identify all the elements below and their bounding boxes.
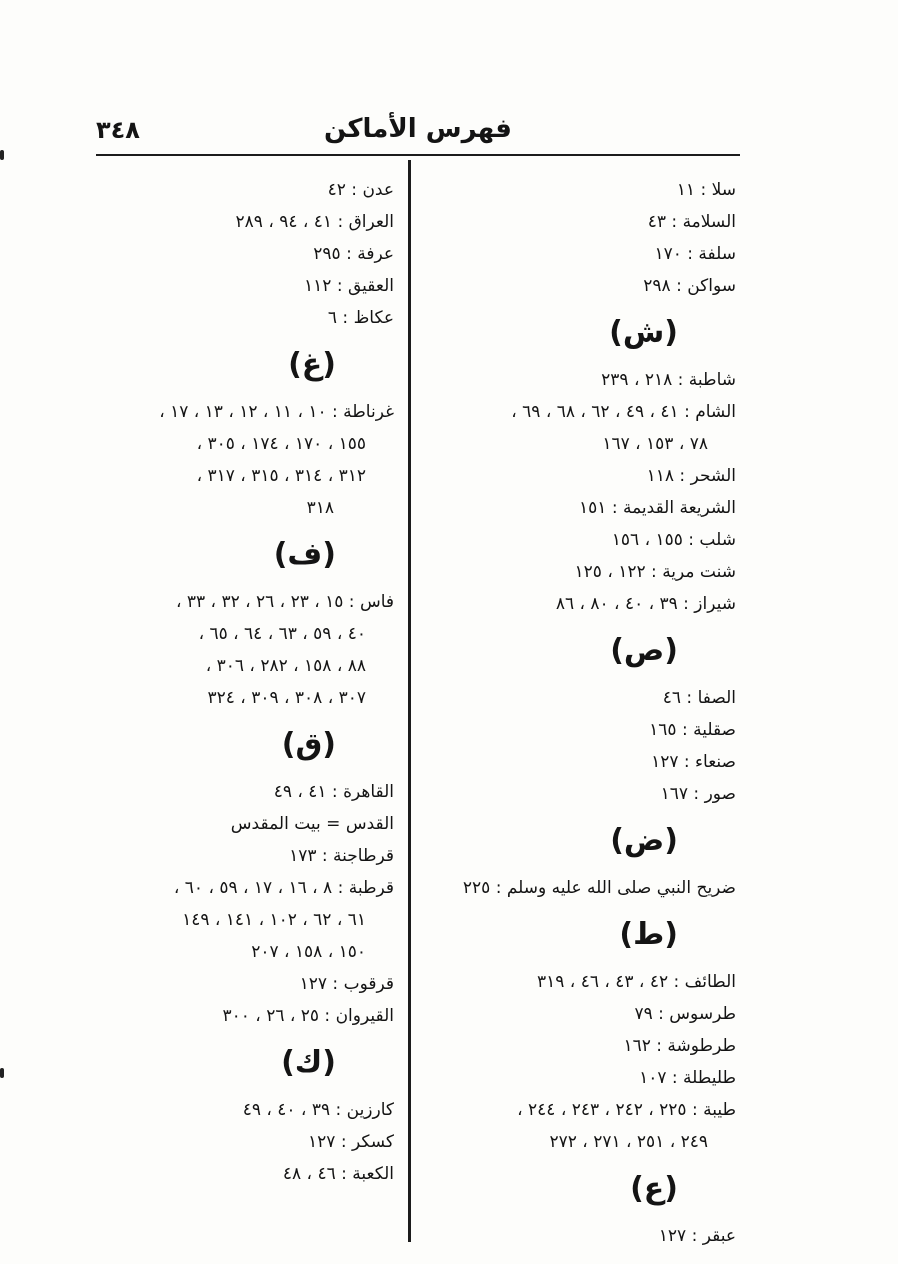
- index-entry: القاهرة : ٤١ ، ٤٩: [273, 782, 394, 802]
- index-entry: القيروان : ٢٥ ، ٢٦ ، ٣٠٠: [222, 1006, 394, 1026]
- header-rule: [96, 154, 740, 156]
- index-entry: عبقر : ١٢٧: [658, 1226, 736, 1246]
- index-entry: الشريعة القديمة : ١٥١: [579, 498, 736, 518]
- column-divider: [408, 160, 411, 1242]
- section-letter-heading: (ص): [610, 633, 678, 668]
- index-entry: قرقوب : ١٢٧: [299, 974, 394, 994]
- index-entry: صنعاء : ١٢٧: [651, 752, 736, 772]
- index-entry: غرناطة : ١٠ ، ١١ ، ١٢ ، ١٣ ، ١٧ ،: [159, 402, 394, 422]
- index-entry-continuation: ٣٠٧ ، ٣٠٨ ، ٣٠٩ ، ٣٢٤: [207, 688, 366, 708]
- scan-mark: [0, 1068, 4, 1078]
- index-entry: سلفة : ١٧٠: [654, 244, 736, 264]
- index-entry-continuation: ٢٤٩ ، ٢٥١ ، ٢٧١ ، ٢٧٢: [549, 1132, 708, 1152]
- index-entry: شلب : ١٥٥ ، ١٥٦: [611, 530, 736, 550]
- page-header: [96, 112, 740, 152]
- index-entry: فاس : ١٥ ، ٢٣ ، ٢٦ ، ٣٢ ، ٣٣ ،: [176, 592, 394, 612]
- section-letter-heading: (ش): [609, 315, 678, 350]
- index-entry: كسكر : ١٢٧: [308, 1132, 394, 1152]
- index-entry: الشحر : ١١٨: [646, 466, 736, 486]
- index-entry: عرفة : ٢٩٥: [313, 244, 394, 264]
- section-letter-heading: (ق): [281, 727, 336, 762]
- left-column: [84, 174, 394, 1190]
- section-letter-heading: (ط): [619, 917, 678, 952]
- index-entry: العراق : ٤١ ، ٩٤ ، ٢٨٩: [235, 212, 394, 232]
- page-title: فهرس الأماكن: [324, 114, 512, 144]
- index-entry: طيبة : ٢٢٥ ، ٢٤٢ ، ٢٤٣ ، ٢٤٤ ،: [517, 1100, 736, 1120]
- page-number: ٣٤٨: [96, 116, 140, 144]
- index-entry: صور : ١٦٧: [660, 784, 736, 804]
- index-entry-continuation: ١٥٠ ، ١٥٨ ، ٢٠٧: [251, 942, 366, 962]
- index-entry: الكعبة : ٤٦ ، ٤٨: [282, 1164, 394, 1184]
- index-entry: قرطاجنة : ١٧٣: [289, 846, 394, 866]
- index-entry-continuation: ١٥٥ ، ١٧٠ ، ١٧٤ ، ٣٠٥ ،: [196, 434, 366, 454]
- index-entry: عكاظ : ٦: [327, 308, 394, 328]
- section-letter-heading: (ض): [610, 823, 678, 858]
- section-letter-heading: (غ): [288, 347, 336, 382]
- index-entry: شنت مرية : ١٢٢ ، ١٢٥: [574, 562, 736, 582]
- index-entry: شيراز : ٣٩ ، ٤٠ ، ٨٠ ، ٨٦: [555, 594, 736, 614]
- right-column: [436, 174, 736, 1252]
- index-entry: قرطبة : ٨ ، ١٦ ، ١٧ ، ٥٩ ، ٦٠ ،: [173, 878, 394, 898]
- index-entry: كارزين : ٣٩ ، ٤٠ ، ٤٩: [242, 1100, 394, 1120]
- index-entry: صقلية : ١٦٥: [649, 720, 736, 740]
- index-entry: طرطوشة : ١٦٢: [623, 1036, 736, 1056]
- index-entry: طرسوس : ٧٩: [634, 1004, 736, 1024]
- index-entry: الصفا : ٤٦: [662, 688, 736, 708]
- index-entry-continuation: ٣١٨: [306, 498, 334, 518]
- section-letter-heading: (ف): [273, 537, 336, 572]
- index-entry: عدن : ٤٢: [327, 180, 394, 200]
- index-entry: العقيق : ١١٢: [304, 276, 394, 296]
- index-entry: شاطبة : ٢١٨ ، ٢٣٩: [601, 370, 736, 390]
- index-entry-continuation: ٨٨ ، ١٥٨ ، ٢٨٢ ، ٣٠٦ ،: [205, 656, 366, 676]
- index-entry: ضريح النبي صلى الله عليه وسلم : ٢٢٥: [462, 878, 736, 898]
- index-entry: سواكن : ٢٩٨: [643, 276, 736, 296]
- index-entry: سلا : ١١: [676, 180, 736, 200]
- index-entry: السلامة : ٤٣: [647, 212, 736, 232]
- index-entry: الشام : ٤١ ، ٤٩ ، ٦٢ ، ٦٨ ، ٦٩ ،: [511, 402, 736, 422]
- section-letter-heading: (ع): [630, 1171, 678, 1206]
- index-entry-continuation: ٦١ ، ٦٢ ، ١٠٢ ، ١٤١ ، ١٤٩: [182, 910, 366, 930]
- section-letter-heading: (ك): [281, 1045, 336, 1080]
- index-entry: القدس = بيت المقدس: [230, 814, 394, 834]
- index-entry: الطائف : ٤٢ ، ٤٣ ، ٤٦ ، ٣١٩: [537, 972, 736, 992]
- scan-mark: [0, 150, 4, 160]
- index-entry-continuation: ٤٠ ، ٥٩ ، ٦٣ ، ٦٤ ، ٦٥ ،: [198, 624, 366, 644]
- index-entry-continuation: ٧٨ ، ١٥٣ ، ١٦٧: [602, 434, 708, 454]
- index-entry: طليطلة : ١٠٧: [639, 1068, 736, 1088]
- index-entry-continuation: ٣١٢ ، ٣١٤ ، ٣١٥ ، ٣١٧ ،: [196, 466, 366, 486]
